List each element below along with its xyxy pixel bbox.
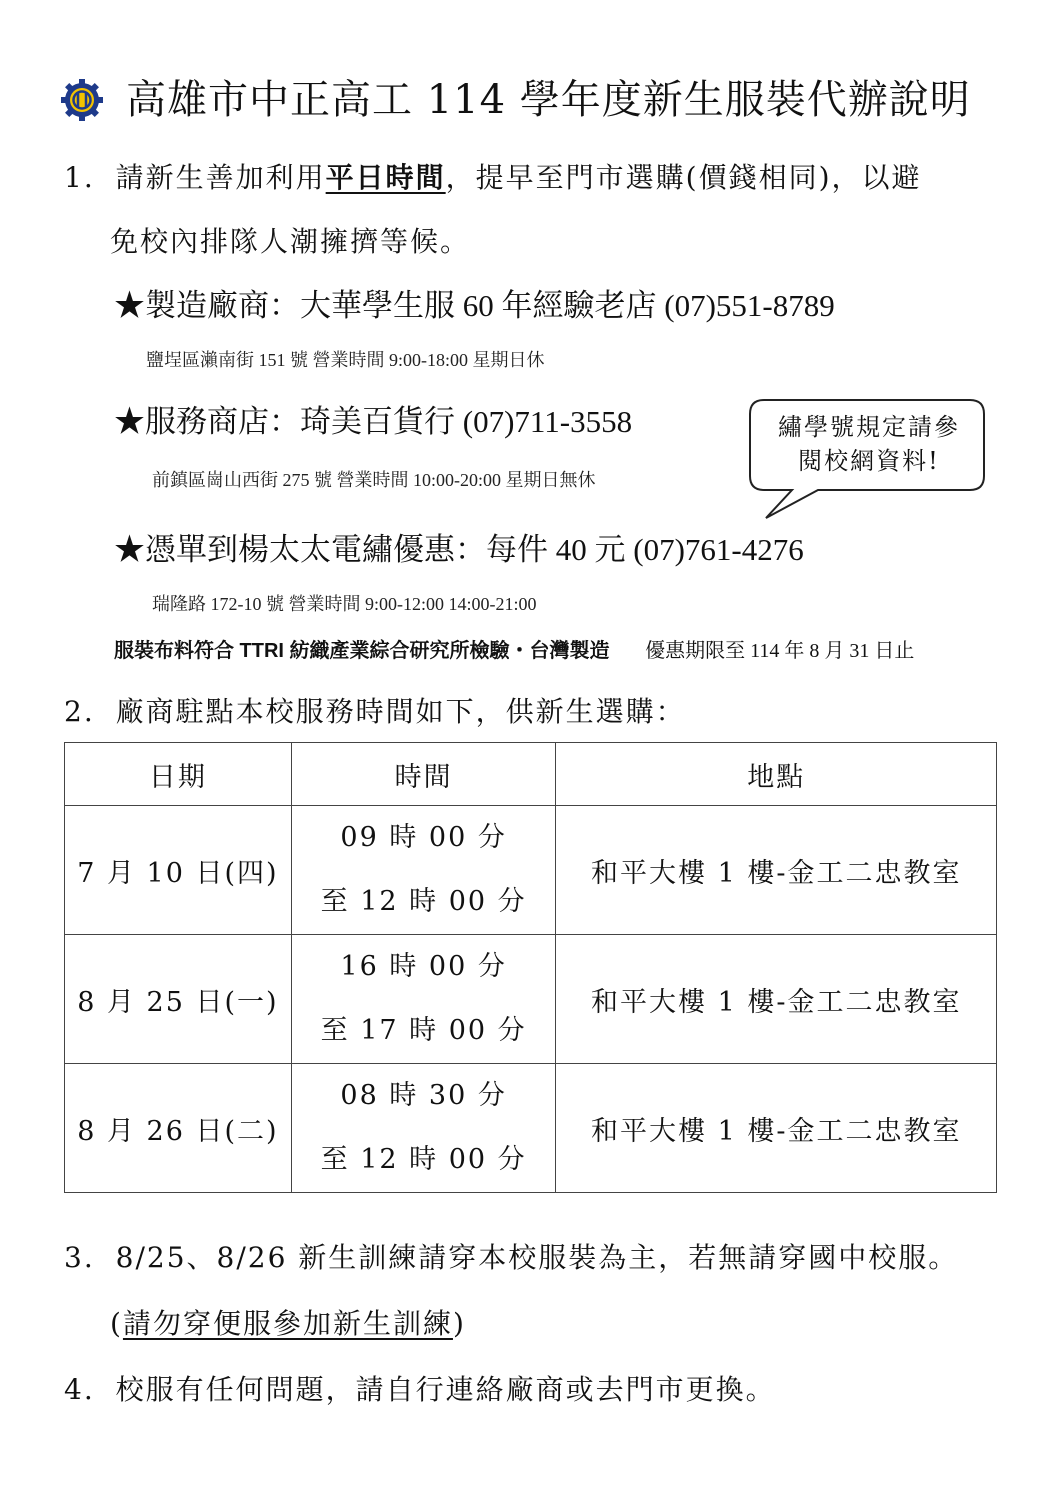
table-row [65, 806, 997, 935]
item-1-emphasis: 平日時間 [325, 161, 446, 194]
row-date: 8 月 26 日(二) [65, 1064, 292, 1193]
row-date: 8 月 25 日(一) [65, 935, 292, 1064]
header-time: 時間 [291, 743, 556, 806]
fabric-note-right: 優惠期限至 114 年 8 月 31 日止 [645, 640, 915, 662]
row-time [291, 1064, 556, 1193]
item-3-reminder-text: 請勿穿便服參加新生訓練 [122, 1307, 453, 1340]
row-time-end: 至 12 時 00 分 [320, 886, 527, 917]
row-time-start: 08 時 30 分 [340, 1080, 507, 1111]
item-4-text: 校服有任何問題，請自行連絡廠商或去門市更換。 [115, 1373, 776, 1406]
row-time [291, 935, 556, 1064]
school-gear-logo-icon [60, 78, 104, 122]
item-1-text-after: ，提早至門市選購(價錢相同)，以避 [445, 161, 922, 194]
item-3 [64, 1240, 958, 1276]
row-place: 和平大樓 1 樓-金工二忠教室 [556, 935, 997, 1064]
item-3-paren-close: ) [452, 1307, 466, 1340]
row-time-end: 至 17 時 00 分 [320, 1015, 527, 1046]
row-place: 和平大樓 1 樓-金工二忠教室 [556, 806, 997, 935]
row-time-start: 16 時 00 分 [340, 951, 507, 982]
vendor-service-store-details: 前鎮區崗山西街 275 號 營業時間 10:00-20:00 星期日無休 [152, 470, 596, 490]
fabric-note [114, 638, 914, 664]
schedule-table [64, 742, 997, 1193]
header-place: 地點 [556, 743, 997, 806]
row-time-start: 09 時 00 分 [340, 822, 507, 853]
item-3-paren-open: ( [110, 1307, 123, 1340]
item-4-number: 4. [64, 1373, 95, 1406]
item-3-reminder [110, 1306, 466, 1342]
bubble-line-2: 閱校網資料! [798, 447, 940, 475]
bubble-note [764, 410, 974, 478]
fabric-note-left: 服裝布料符合 TTRI 紡織產業綜合研究所檢驗・台灣製造 [114, 640, 610, 662]
item-4 [64, 1372, 776, 1408]
item-1-text-before: 請新生善加利用 [115, 161, 326, 194]
page-title: 高雄市中正高工 114 學年度新生服裝代辦說明 [126, 77, 971, 123]
table-row [65, 1064, 997, 1193]
item-1-number: 1. [64, 161, 95, 194]
row-date: 7 月 10 日(四) [65, 806, 292, 935]
item-1-line-2: 免校內排隊人潮擁擠等候。 [110, 225, 471, 258]
row-place: 和平大樓 1 樓-金工二忠教室 [556, 1064, 997, 1193]
row-time-end: 至 12 時 00 分 [320, 1144, 527, 1175]
item-2 [64, 694, 686, 730]
row-time [291, 806, 556, 935]
table-row [65, 935, 997, 1064]
vendor-manufacturer: ★製造廠商：大華學生服 60 年經驗老店 (07)551-8789 [114, 288, 835, 323]
bubble-line-1: 繡學號規定請參 [778, 413, 960, 441]
item-3-text: 8/25、8/26 新生訓練請穿本校服裝為主，若無請穿國中校服。 [115, 1241, 959, 1274]
header-date: 日期 [65, 743, 292, 806]
vendor-service-store: ★服務商店：琦美百貨行 (07)711-3558 [114, 404, 633, 439]
item-2-number: 2. [64, 695, 95, 728]
vendor-manufacturer-details: 鹽埕區瀨南街 151 號 營業時間 9:00-18:00 星期日休 [146, 350, 545, 370]
vendor-embroidery-details: 瑞隆路 172-10 號 營業時間 9:00-12:00 14:00-21:00 [152, 594, 537, 614]
vendor-embroidery: ★憑單到楊太太電繡優惠：每件 40 元 (07)761-4276 [114, 532, 804, 567]
item-3-number: 3. [64, 1241, 95, 1274]
item-2-text: 廠商駐點本校服務時間如下，供新生選購： [115, 695, 686, 728]
item-1-line-1 [64, 160, 922, 196]
table-header-row [65, 743, 997, 806]
